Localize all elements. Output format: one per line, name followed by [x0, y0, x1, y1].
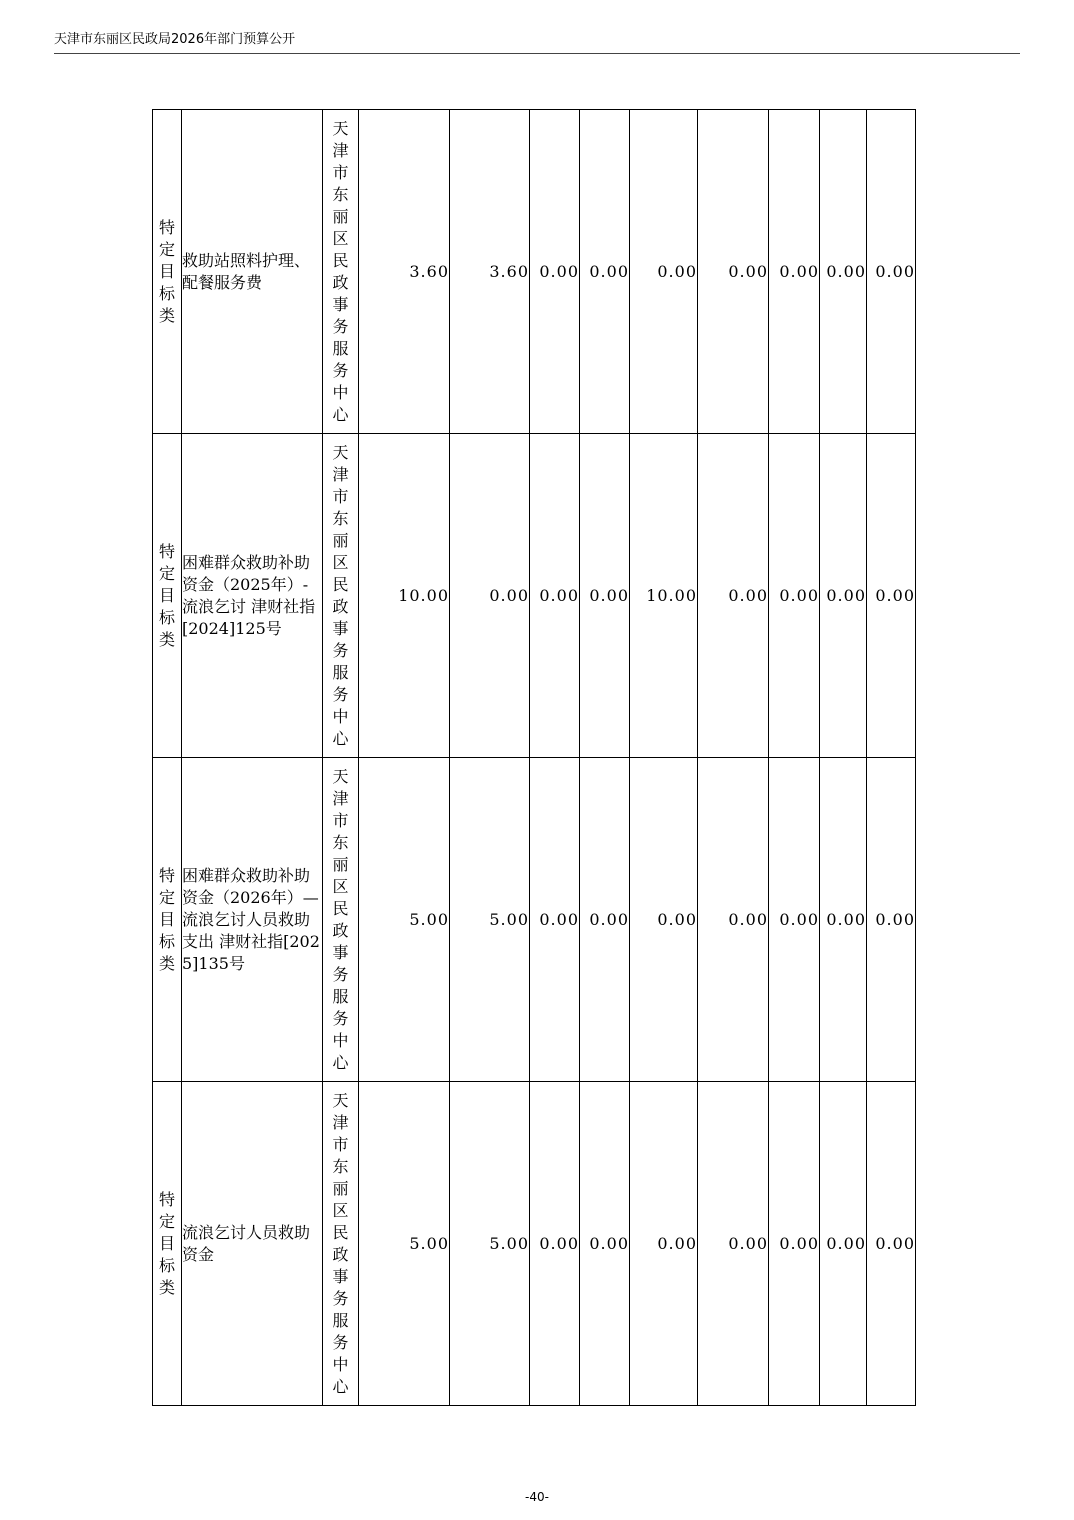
amount-cell: 0.00 — [580, 434, 630, 758]
amount-cell: 0.00 — [769, 434, 820, 758]
document-header: 天津市东丽区民政局2026年部门预算公开 — [54, 32, 296, 47]
amount-cell: 0.00 — [867, 758, 916, 1082]
amount-cell: 5.00 — [450, 1082, 530, 1406]
amount-cell: 0.00 — [820, 1082, 867, 1406]
amount-cell: 10.00 — [630, 434, 698, 758]
category-cell: 特定目标类 — [153, 758, 182, 1082]
amount-cell: 5.00 — [359, 1082, 450, 1406]
category-cell: 特定目标类 — [153, 110, 182, 434]
category-cell: 特定目标类 — [153, 1082, 182, 1406]
amount-cell: 0.00 — [698, 758, 769, 1082]
amount-cell: 0.00 — [630, 110, 698, 434]
amount-cell: 0.00 — [580, 1082, 630, 1406]
project-name-cell: 困难群众救助补助资金（2026年）—流浪乞讨人员救助支出 津财社指[2025]135号 — [182, 758, 323, 1082]
department-cell: 天津市东丽区民政事务服务中心 — [323, 758, 359, 1082]
amount-cell: 0.00 — [769, 110, 820, 434]
amount-cell: 0.00 — [820, 758, 867, 1082]
amount-cell: 0.00 — [769, 758, 820, 1082]
department-cell: 天津市东丽区民政事务服务中心 — [323, 110, 359, 434]
project-name-cell: 救助站照料护理、配餐服务费 — [182, 110, 323, 434]
amount-cell: 0.00 — [820, 110, 867, 434]
amount-cell: 0.00 — [450, 434, 530, 758]
amount-cell: 0.00 — [820, 434, 867, 758]
project-name-cell: 流浪乞讨人员救助资金 — [182, 1082, 323, 1406]
amount-cell: 3.60 — [359, 110, 450, 434]
amount-cell: 0.00 — [867, 434, 916, 758]
amount-cell: 0.00 — [698, 110, 769, 434]
amount-cell: 3.60 — [450, 110, 530, 434]
amount-cell: 0.00 — [630, 758, 698, 1082]
amount-cell: 0.00 — [630, 1082, 698, 1406]
department-cell: 天津市东丽区民政事务服务中心 — [323, 1082, 359, 1406]
amount-cell: 10.00 — [359, 434, 450, 758]
amount-cell: 0.00 — [867, 1082, 916, 1406]
amount-cell: 0.00 — [530, 758, 580, 1082]
amount-cell: 5.00 — [450, 758, 530, 1082]
amount-cell: 0.00 — [580, 758, 630, 1082]
amount-cell: 5.00 — [359, 758, 450, 1082]
amount-cell: 0.00 — [530, 110, 580, 434]
amount-cell: 0.00 — [867, 110, 916, 434]
amount-cell: 0.00 — [698, 434, 769, 758]
page-number: -40- — [525, 1490, 549, 1504]
table-row — [153, 758, 916, 1082]
amount-cell: 0.00 — [698, 1082, 769, 1406]
amount-cell: 0.00 — [580, 110, 630, 434]
department-cell: 天津市东丽区民政事务服务中心 — [323, 434, 359, 758]
amount-cell: 0.00 — [530, 1082, 580, 1406]
project-name-cell: 困难群众救助补助资金（2025年）-流浪乞讨 津财社指[2024]125号 — [182, 434, 323, 758]
category-cell: 特定目标类 — [153, 434, 182, 758]
header-rule — [54, 53, 1020, 54]
budget-table — [152, 109, 916, 1406]
table-row — [153, 434, 916, 758]
table-row — [153, 1082, 916, 1406]
amount-cell: 0.00 — [769, 1082, 820, 1406]
amount-cell: 0.00 — [530, 434, 580, 758]
table-row — [153, 110, 916, 434]
